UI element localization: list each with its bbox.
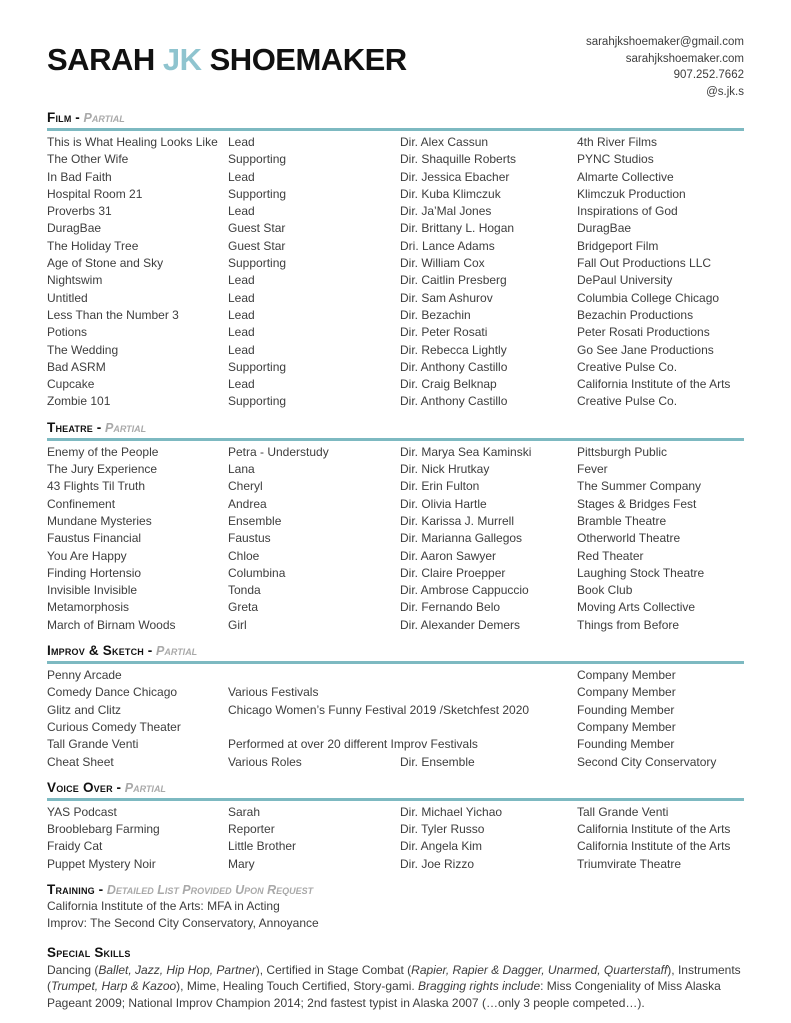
table-row: [47, 754, 744, 771]
skills-segment: Dancing (: [47, 962, 99, 977]
credit-director-cell: Dir. Aaron Sawyer: [400, 548, 497, 563]
section-film: [47, 110, 744, 411]
table-row: [47, 255, 744, 272]
credit-role-cell: Supporting: [228, 186, 287, 201]
credit-director-cell: Dir. Bezachin: [400, 307, 471, 322]
credit-title-cell: Tall Grande Venti: [47, 737, 139, 752]
table-row: [47, 290, 744, 307]
page-title: [47, 34, 407, 78]
skills-segment: ), Mime, Healing Touch Certified, Story-gami.: [176, 979, 419, 994]
section-suffix: Partial: [124, 780, 166, 795]
credit-role-cell: Lead: [228, 342, 255, 357]
table-row: [47, 444, 744, 461]
credit-title-cell: Finding Hortensio: [47, 565, 142, 580]
credit-director-cell: Dir. Ensemble: [400, 754, 475, 769]
table-row: [47, 376, 744, 393]
credit-title-cell: March of Birnam Woods: [47, 617, 176, 632]
credit-role-cell: Lead: [228, 377, 255, 392]
credit-title-cell: Enemy of the People: [47, 444, 159, 459]
section-title: Improv & Sketch: [47, 643, 145, 659]
credit-director-cell: Dir. Ja’Mal Jones: [400, 204, 492, 219]
credit-director-cell: [400, 684, 577, 701]
table-row: [47, 565, 744, 582]
credit-company-cell: Book Club: [577, 583, 633, 598]
credit-company-cell: Things from Before: [577, 617, 680, 632]
skills-paragraph: [47, 962, 744, 1012]
header: [47, 34, 744, 100]
credit-company-cell: The Summer Company: [577, 479, 702, 494]
credit-director-cell: Dir. Jessica Ebacher: [400, 169, 510, 184]
credit-role-cell: Lead: [228, 325, 255, 340]
credit-director-cell: [400, 736, 577, 753]
credit-director-cell: Dir. Peter Rosati: [400, 325, 488, 340]
credit-director-cell: Dir. Brittany L. Hogan: [400, 221, 515, 236]
name-first: SARAH: [47, 42, 155, 77]
section-dash: -: [112, 779, 125, 795]
credit-role-cell: Lead: [228, 135, 255, 149]
credit-company-cell: 4th River Films: [577, 135, 658, 149]
credit-title-cell: The Jury Experience: [47, 462, 158, 477]
section-title: Theatre: [47, 419, 93, 435]
training-lines: [47, 898, 744, 933]
credit-title-cell: Cupcake: [47, 377, 95, 392]
credit-role-cell: Columbina: [228, 565, 286, 580]
credit-detail-cell: [228, 719, 400, 736]
credit-title-cell: Penny Arcade: [47, 668, 122, 683]
credit-title-cell: Puppet Mystery Noir: [47, 856, 156, 871]
credit-detail-cell: Various Roles: [228, 754, 302, 769]
table-row: [47, 461, 744, 478]
credit-company-cell: Company Member: [577, 668, 676, 683]
section-suffix: Partial: [83, 111, 125, 125]
credit-director-cell: Dir. Rebecca Lightly: [400, 342, 507, 357]
credit-director-cell: Dir. Caitlin Presberg: [400, 273, 507, 288]
section-divider: [47, 438, 744, 441]
credit-detail-cell: Various Festivals: [228, 685, 319, 700]
credit-title-cell: Fraidy Cat: [47, 839, 103, 854]
table-row: [47, 478, 744, 495]
table-row: [47, 617, 744, 634]
section-training: [47, 882, 744, 933]
section-header-voice: [47, 780, 744, 796]
credit-director-cell: Dir. Nick Hrutkay: [400, 462, 490, 477]
credit-title-cell: Less Than the Number 3: [47, 307, 179, 322]
credit-company-cell: Red Theater: [577, 548, 644, 563]
credit-director-cell: Dir. Ambrose Cappuccio: [400, 583, 529, 598]
contact-line: @s.jk.s: [706, 85, 744, 98]
credit-company-cell: Bramble Theatre: [577, 513, 667, 528]
credit-director-cell: Dir. Craig Belknap: [400, 377, 497, 392]
table-row: [47, 203, 744, 220]
table-row: [47, 513, 744, 530]
credit-company-cell: Second City Conservatory: [577, 754, 717, 769]
credit-company-cell: Otherworld Theatre: [577, 531, 681, 546]
credit-title-cell: Hospital Room 21: [47, 186, 143, 201]
credit-company-cell: Inspirations of God: [577, 204, 678, 219]
credit-title-cell: Mundane Mysteries: [47, 513, 152, 528]
credit-role-cell: Lead: [228, 290, 255, 305]
credit-role-cell: Andrea: [228, 496, 267, 511]
credit-role-cell: Ensemble: [228, 513, 282, 528]
table-row: [47, 599, 744, 616]
table-row: [47, 736, 744, 753]
credit-director-cell: Dir. Alexander Demers: [400, 617, 521, 632]
credit-title-cell: Faustus Financial: [47, 531, 142, 546]
skills-segment: ), Certified in Stage Combat (: [255, 962, 412, 977]
credit-title-cell: The Other Wife: [47, 152, 129, 167]
table-row: [47, 324, 744, 341]
credit-role-cell: Greta: [228, 600, 259, 615]
training-line: Improv: The Second City Conservatory, Annoyance: [47, 916, 319, 931]
credit-title-cell: In Bad Faith: [47, 169, 112, 184]
credit-role-cell: Supporting: [228, 152, 287, 167]
name-middle: JK: [162, 42, 202, 77]
credit-company-cell: Bridgeport Film: [577, 238, 659, 253]
credit-role-cell: Supporting: [228, 394, 287, 409]
credit-company-cell: Company Member: [577, 685, 676, 700]
training-line: California Institute of the Arts: MFA in Acting: [47, 898, 280, 913]
credit-company-cell: Go See Jane Productions: [577, 342, 714, 357]
table-row: [47, 684, 744, 701]
credit-title-cell: Nightswim: [47, 273, 103, 288]
table-row: [47, 719, 744, 736]
credit-title-cell: You Are Happy: [47, 548, 127, 563]
credit-title-cell: This is What Healing Looks Like: [47, 135, 218, 149]
credit-role-cell: Tonda: [228, 583, 261, 598]
credit-role-cell: Lead: [228, 273, 255, 288]
table-row: [47, 856, 744, 873]
table-row: [47, 393, 744, 410]
credit-company-cell: California Institute of the Arts: [577, 839, 731, 854]
section-divider: [47, 661, 744, 664]
table-row: [47, 342, 744, 359]
credit-role-cell: Supporting: [228, 359, 287, 374]
credit-company-cell: Bezachin Productions: [577, 307, 694, 322]
credit-role-cell: Guest Star: [228, 221, 286, 236]
section-dash: -: [92, 419, 105, 435]
section-title: Special Skills: [47, 944, 131, 960]
credit-role-cell: Petra - Understudy: [228, 444, 329, 459]
credit-role-cell: Chloe: [228, 548, 260, 563]
credit-title-cell: Age of Stone and Sky: [47, 256, 164, 271]
credit-director-cell: Dir. Sam Ashurov: [400, 290, 493, 305]
credit-director-cell: [400, 667, 577, 684]
credit-company-cell: California Institute of the Arts: [577, 822, 731, 837]
skills-segment: Ballet, Jazz, Hip Hop, Partner: [98, 962, 256, 977]
film-credits-table: [47, 134, 744, 411]
credit-title-cell: Zombie 101: [47, 394, 111, 409]
credit-title-cell: Potions: [47, 325, 88, 340]
credit-title-cell: Untitled: [47, 290, 88, 305]
credit-role-cell: Little Brother: [228, 839, 297, 854]
credit-company-cell: Klimczuk Production: [577, 186, 686, 201]
table-row: [47, 530, 744, 547]
credit-company-cell: Fall Out Productions LLC: [577, 256, 712, 271]
credit-director-cell: Dir. Kuba Klimczuk: [400, 186, 501, 201]
credit-company-cell: Creative Pulse Co.: [577, 359, 678, 374]
table-row: [47, 804, 744, 821]
section-title: Training: [47, 881, 95, 897]
table-row: [47, 359, 744, 376]
table-row: [47, 272, 744, 289]
credit-detail-cell: Chicago Women’s Funny Festival 2019 /Sketchfest 2020: [228, 702, 530, 717]
table-row: [47, 821, 744, 838]
table-row: [47, 220, 744, 237]
credit-director-cell: [400, 702, 577, 719]
credit-director-cell: Dir. Erin Fulton: [400, 479, 480, 494]
section-header-training: [47, 882, 744, 898]
credit-company-cell: DuragBae: [577, 221, 632, 236]
credit-director-cell: Dir. Shaquille Roberts: [400, 152, 517, 167]
credit-company-cell: Peter Rosati Productions: [577, 325, 710, 340]
skills-segment: ), Instruments (: [47, 962, 741, 994]
credit-company-cell: Columbia College Chicago: [577, 290, 720, 305]
table-row: [47, 151, 744, 168]
table-row: [47, 134, 744, 151]
table-row: [47, 548, 744, 565]
credit-company-cell: PYNC Studios: [577, 152, 654, 167]
skills-segment: Bragging rights include: [418, 979, 541, 994]
credit-director-cell: Dir. Marya Sea Kaminski: [400, 444, 532, 459]
credit-role-cell: Lana: [228, 462, 255, 477]
credit-role-cell: Faustus: [228, 531, 271, 546]
credit-company-cell: Laughing Stock Theatre: [577, 565, 705, 580]
credit-role-cell: Guest Star: [228, 238, 286, 253]
skills-segment: Trumpet, Harp & Kazoo: [51, 979, 177, 994]
table-row: [47, 582, 744, 599]
section-suffix: Partial: [104, 420, 147, 435]
section-divider: [47, 128, 744, 131]
table-row: [47, 838, 744, 855]
credit-director-cell: Dri. Lance Adams: [400, 238, 495, 253]
credit-director-cell: Dir. Tyler Russo: [400, 822, 485, 837]
credit-title-cell: Confinement: [47, 496, 116, 511]
table-row: [47, 667, 744, 684]
credit-company-cell: Founding Member: [577, 737, 675, 752]
credit-director-cell: Dir. Anthony Castillo: [400, 394, 508, 409]
section-divider: [47, 798, 744, 801]
section-header-improv: [47, 643, 744, 659]
credit-title-cell: DuragBae: [47, 221, 102, 236]
credit-company-cell: Fever: [577, 462, 608, 477]
credit-director-cell: [400, 719, 577, 736]
credit-company-cell: Company Member: [577, 719, 676, 734]
section-dash: -: [144, 643, 157, 659]
credit-company-cell: Triumvirate Theatre: [577, 856, 682, 871]
credit-role-cell: Reporter: [228, 822, 275, 837]
section-dash: -: [71, 110, 84, 125]
voice-credits-table: [47, 804, 744, 873]
credit-title-cell: YAS Podcast: [47, 804, 117, 819]
improv-credits-table: [47, 667, 744, 771]
credit-title-cell: Proverbs 31: [47, 204, 112, 219]
credit-director-cell: Dir. Anthony Castillo: [400, 359, 508, 374]
credit-director-cell: Dir. Olivia Hartle: [400, 496, 487, 511]
credit-title-cell: The Wedding: [47, 342, 119, 357]
credit-role-cell: Supporting: [228, 256, 287, 271]
section-special-skills: [47, 945, 744, 1012]
credit-director-cell: Dir. Claire Proepper: [400, 565, 506, 580]
credit-title-cell: Metamorphosis: [47, 600, 130, 615]
credit-director-cell: Dir. Joe Rizzo: [400, 856, 475, 871]
contact-line: sarahjkshoemaker.com: [625, 52, 744, 65]
credit-detail-cell: [228, 667, 400, 684]
credit-role-cell: Mary: [228, 856, 255, 871]
credit-title-cell: 43 Flights Til Truth: [47, 479, 146, 494]
credit-role-cell: Lead: [228, 169, 255, 184]
credit-director-cell: Dir. Michael Yichao: [400, 804, 503, 819]
table-row: [47, 496, 744, 513]
credit-company-cell: Stages & Bridges Fest: [577, 496, 697, 511]
theatre-credits-table: [47, 444, 744, 634]
table-row: [47, 238, 744, 255]
credit-company-cell: DePaul University: [577, 273, 673, 288]
credit-company-cell: Tall Grande Venti: [577, 804, 669, 819]
section-title: Voice Over: [47, 779, 113, 795]
skills-segment: Rapier, Rapier & Dagger, Unarmed, Quarterstaff: [411, 962, 668, 977]
table-row: [47, 307, 744, 324]
credit-company-cell: Pittsburgh Public: [577, 444, 668, 459]
contact-line: sarahjkshoemaker@gmail.com: [585, 36, 744, 48]
credit-role-cell: Sarah: [228, 804, 261, 819]
name-last: SHOEMAKER: [209, 42, 407, 77]
credit-company-cell: California Institute of the Arts: [577, 377, 731, 392]
credit-title-cell: Bad ASRM: [47, 359, 106, 374]
section-voice-over: [47, 780, 744, 873]
section-suffix: Detailed List Provided Upon Request: [106, 882, 314, 897]
section-suffix: Partial: [156, 644, 198, 659]
credit-title-cell: Curious Comedy Theater: [47, 719, 181, 734]
section-header-theatre: [47, 420, 744, 436]
section-header-film: [47, 110, 744, 126]
contact-line: 907.252.7662: [673, 69, 744, 81]
credit-director-cell: Dir. Karissa J. Murrell: [400, 513, 515, 528]
credit-director-cell: Dir. Alex Cassun: [400, 135, 489, 149]
credit-company-cell: Almarte Collective: [577, 169, 674, 184]
table-row: [47, 186, 744, 203]
credit-role-cell: Lead: [228, 204, 255, 219]
credit-company-cell: Creative Pulse Co.: [577, 394, 678, 409]
credit-director-cell: Dir. Fernando Belo: [400, 600, 501, 615]
table-row: [47, 702, 744, 719]
credit-role-cell: Cheryl: [228, 479, 263, 494]
credit-title-cell: Glitz and Clitz: [47, 702, 122, 717]
section-improv-sketch: [47, 643, 744, 771]
section-theatre: [47, 420, 744, 634]
table-row: [47, 169, 744, 186]
credit-company-cell: Moving Arts Collective: [577, 600, 696, 615]
section-dash: -: [94, 881, 107, 897]
contact-block: [586, 34, 744, 100]
credit-director-cell: Dir. William Cox: [400, 256, 485, 271]
credit-title-cell: Cheat Sheet: [47, 754, 114, 769]
credit-title-cell: Comedy Dance Chicago: [47, 685, 178, 700]
section-title: Film: [47, 110, 72, 125]
credit-title-cell: Invisible Invisible: [47, 583, 138, 598]
credit-director-cell: Dir. Angela Kim: [400, 839, 483, 854]
credit-director-cell: Dir. Marianna Gallegos: [400, 531, 523, 546]
credit-company-cell: Founding Member: [577, 702, 675, 717]
credit-detail-cell: Performed at over 20 different Improv Festivals: [228, 737, 478, 752]
credit-title-cell: The Holiday Tree: [47, 238, 139, 253]
section-header-skills: [47, 945, 744, 961]
credit-title-cell: Brooblebarg Farming: [47, 822, 160, 837]
credit-role-cell: Girl: [228, 617, 247, 632]
skills-segment: : Miss Congeniality of Miss Alaska Pageant 2009; National Improv Champion 2014; 2nd fastest typist in Alaska 2007 (…only 3 people competed…).: [47, 979, 721, 1011]
credit-role-cell: Lead: [228, 307, 255, 322]
